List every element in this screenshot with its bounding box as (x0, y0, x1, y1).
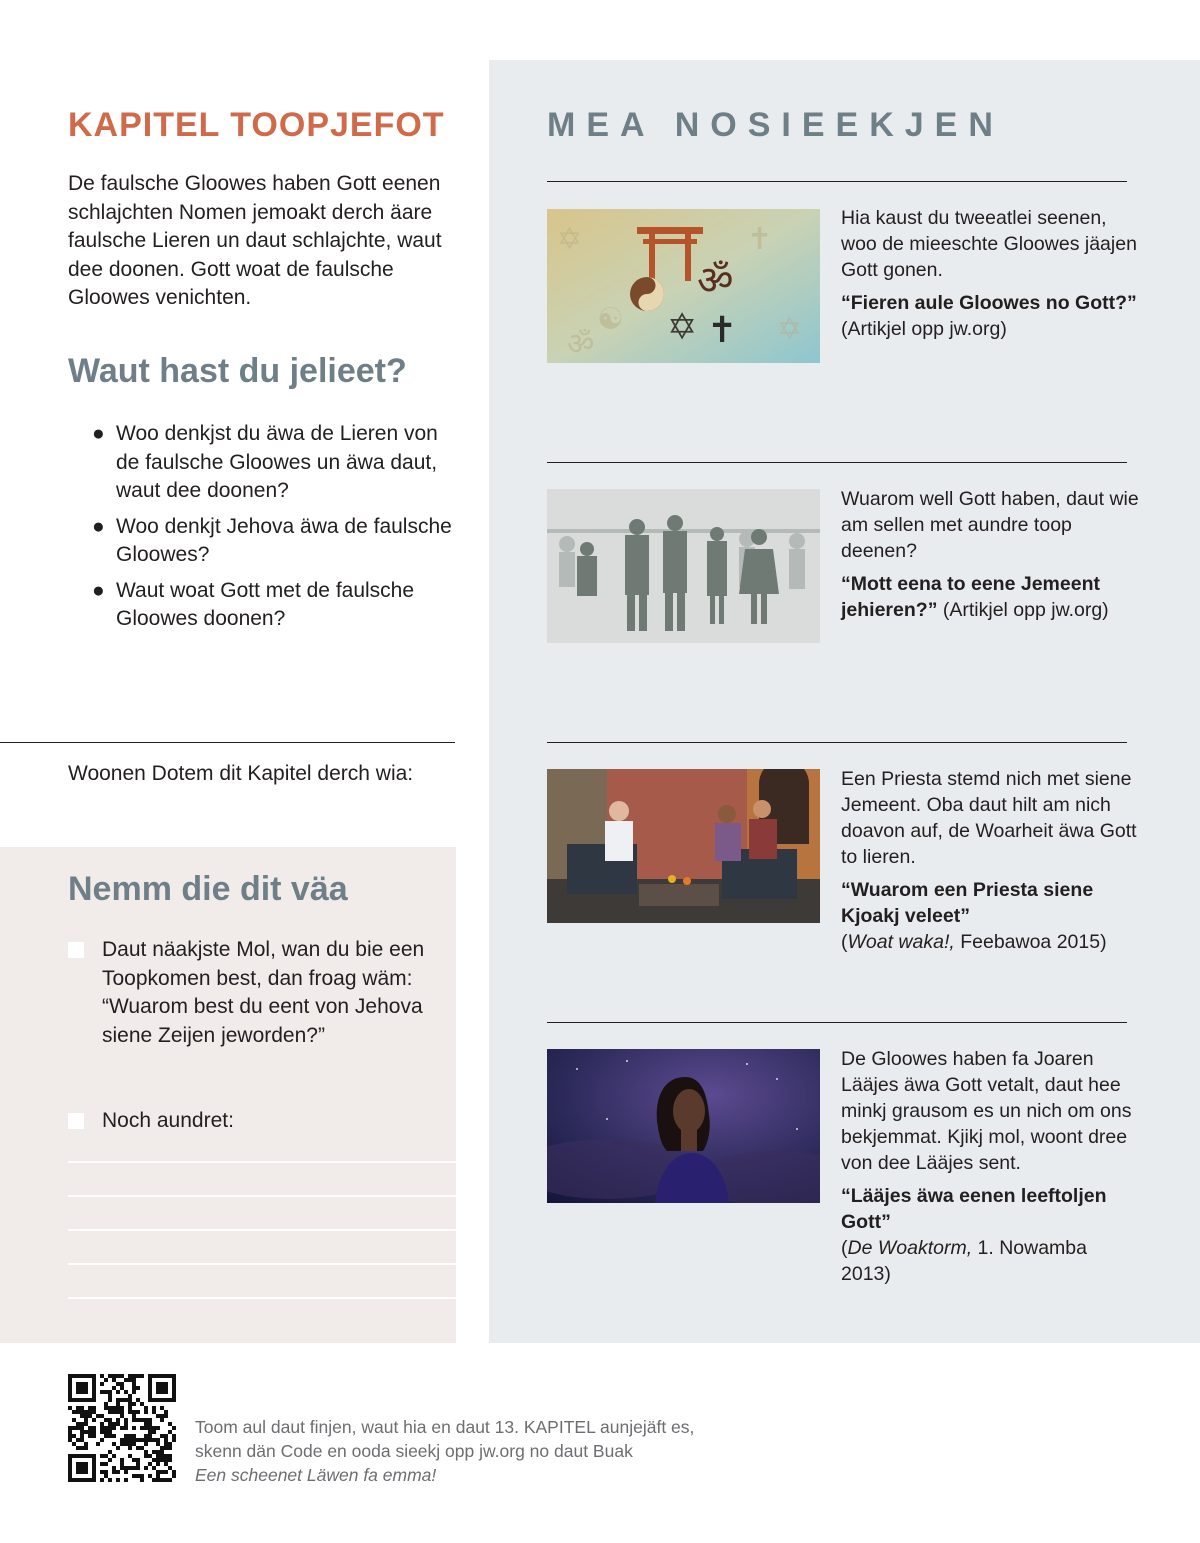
completion-dates-label: Woonen Dotem dit Kapitel derch wia: (68, 762, 414, 785)
resource-title[interactable]: “Wuarom een Priesta siene Kjoakj veleet” (841, 879, 1094, 927)
goal-checkbox-item-other[interactable]: Noch aundret: (68, 1107, 428, 1136)
resource-citation[interactable] (841, 290, 1141, 342)
resource-title[interactable]: “Fieren aule Gloowes no Gott?” (841, 292, 1137, 314)
svg-text:ॐ: ॐ (567, 327, 595, 362)
writing-line[interactable] (68, 1161, 456, 1163)
svg-text:✝: ✝ (707, 310, 738, 351)
resource-text (841, 205, 1141, 342)
resource-divider (547, 462, 1127, 463)
chapter-summary-heading: KAPITEL TOOPJEFOT (68, 106, 445, 144)
review-question: ● Woo denkjst du äwa de Lieren von de faulsche Gloowes un äwa daut, waut dee doonen? (92, 422, 438, 502)
bullet-icon: ● (92, 422, 105, 445)
svg-text:☯: ☯ (597, 302, 624, 337)
religious-symbols-image (547, 209, 820, 363)
goal-heading: Nemm die dit väa (68, 870, 348, 908)
footer-book-title[interactable]: Een scheenet Läwen fa emma! (195, 1465, 437, 1485)
woman-night-sky-image (547, 1049, 820, 1203)
bullet-icon: ● (92, 578, 105, 602)
section-divider (0, 742, 455, 743)
review-question: ● Waut woat Gott met de faulsche Gloowes doonen? (92, 578, 415, 630)
resource-description: Wuarom well Gott haben, daut wie am sellen met aundre toop deenen? (841, 488, 1139, 562)
resource-text (841, 486, 1141, 623)
bullet-icon: ● (92, 514, 105, 538)
resource-title[interactable]: “Mott eena to eene Jemeent jehieren?” (841, 573, 1100, 621)
footer-instruction: Toom aul daut finjen, waut hia en daut 13. KAPITEL aunjejäft es, skenn dän Code en ooda sieekj opp jw.org no daut Buak (195, 1417, 695, 1461)
resource-source: 1. Nowamba 2013) (841, 1237, 1087, 1285)
more-research-heading: MEA NOSIEEKJEN (547, 106, 1004, 144)
svg-text:ॐ: ॐ (697, 258, 734, 304)
writing-line[interactable] (68, 1297, 456, 1299)
writing-line[interactable] (68, 1263, 456, 1265)
svg-text:✝: ✝ (747, 222, 773, 257)
resource-title[interactable]: “Lääjes äwa eenen leeftoljen Gott” (841, 1185, 1107, 1233)
resource-source: (Artikjel opp jw.org) (841, 318, 1007, 340)
resource-citation[interactable] (841, 877, 1141, 955)
review-heading: Waut hast du jelieet? (68, 352, 407, 390)
review-questions (92, 420, 452, 641)
svg-text:✡: ✡ (557, 222, 583, 257)
checkbox-icon[interactable] (68, 1113, 84, 1129)
resource-source-line: (Woat waka!, Feebawoa 2015) (841, 931, 1107, 953)
svg-text:✡: ✡ (777, 312, 803, 347)
resource-citation[interactable] (841, 1183, 1141, 1287)
priest-conversation-image (547, 769, 820, 923)
goal-checkbox-item[interactable]: Daut näakjste Mol, wan du bie een Toopkomen best, dan froag wäm: “Wuarom best du eent von Jehova siene Zeijen jeworden?” (68, 936, 428, 1050)
resource-description: De Gloowes haben fa Joaren Lääjes äwa Gott vetalt, daut hee minkj grausom es un nich om ons bekjemmat. Kjikj mol, woont dree von dee Lääjes sent. (841, 1048, 1132, 1174)
resource-text (841, 766, 1141, 955)
qr-code[interactable] (68, 1374, 176, 1482)
review-question: ● Woo denkjt Jehova äwa de faulsche Gloowes? (92, 514, 452, 566)
checkbox-icon[interactable] (68, 942, 84, 958)
congregation-gathering-image (547, 489, 820, 643)
resource-description: Hia kaust du tweeatlei seenen, woo de mieeschte Gloowes jäajen Gott gonen. (841, 207, 1137, 281)
resource-divider (547, 181, 1127, 182)
resource-citation[interactable] (841, 571, 1141, 623)
resource-divider (547, 1022, 1127, 1023)
resource-source-publication: De Woaktorm, (847, 1237, 973, 1259)
writing-line[interactable] (68, 1195, 456, 1197)
writing-line[interactable] (68, 1229, 456, 1231)
resource-text (841, 1046, 1141, 1287)
resource-source-line: (De Woaktorm, 1. Nowamba 2013) (841, 1237, 1087, 1285)
resource-source-publication: Woat waka!, (847, 931, 955, 953)
chapter-summary-text: De faulsche Gloowes haben Gott eenen schlajchten Nomen jemoakt derch äare faulsche Lieren un daut schlajchte, waut dee doonen. Gott woat de faulsche Gloowes venichten. (68, 172, 442, 309)
resource-source: (Artikjel opp jw.org) (937, 599, 1109, 621)
resource-divider (547, 742, 1127, 743)
resource-description: Een Priesta stemd nich met siene Jemeent. Oba daut hilt am nich doavon auf, de Woarheit äwa Gott to lieren. (841, 768, 1137, 868)
resource-source: Feebawoa 2015) (954, 931, 1107, 953)
footer-text (195, 1415, 735, 1487)
goal-panel (0, 847, 456, 1343)
svg-text:✡: ✡ (667, 307, 698, 348)
